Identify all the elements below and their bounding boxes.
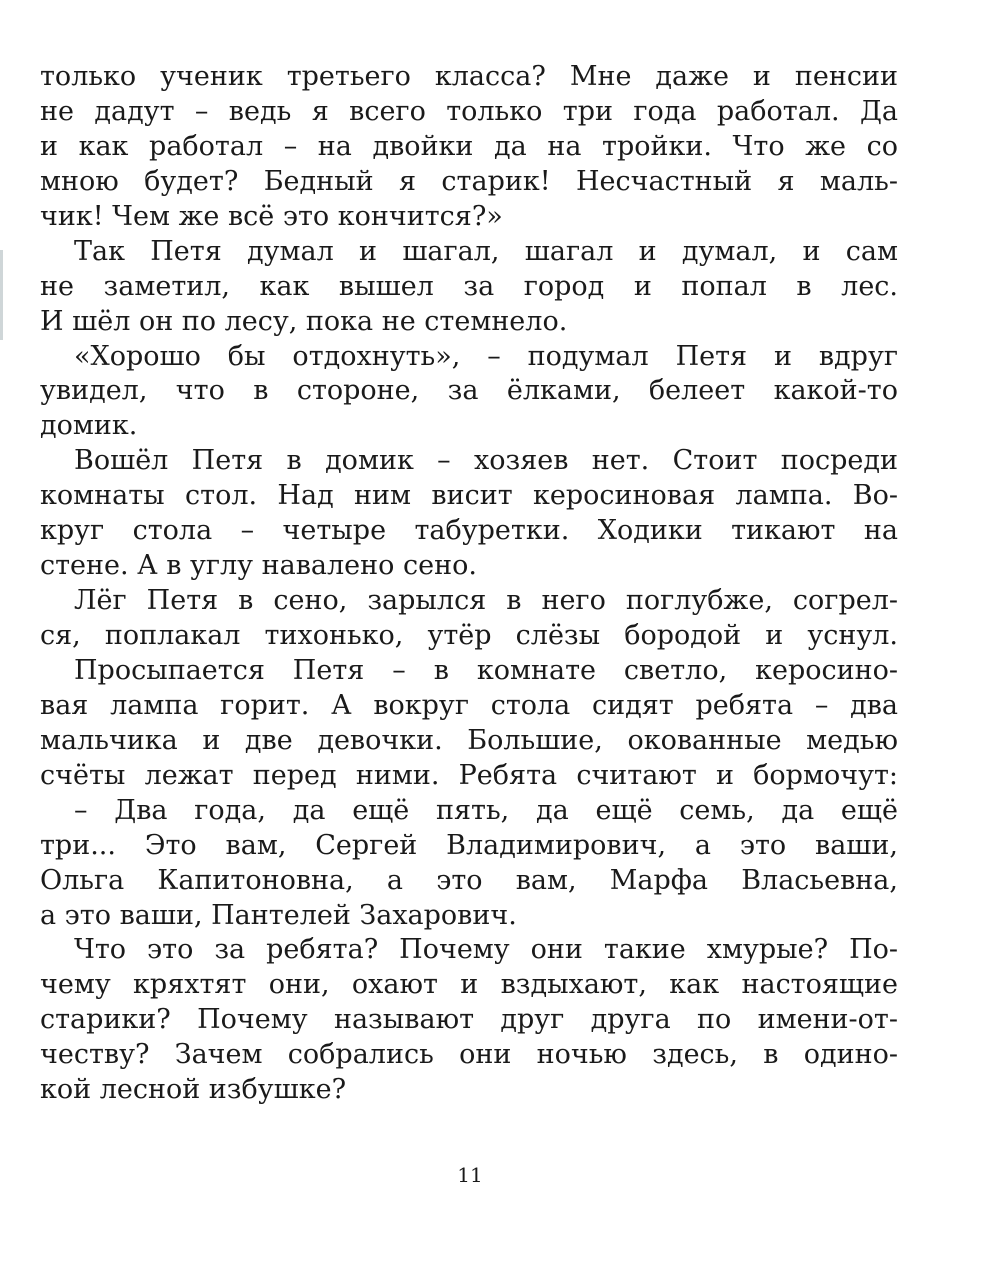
text-line: старики? Почему называют друг друга по имени-от- xyxy=(40,1004,898,1036)
main-text xyxy=(40,60,898,1108)
text-line: а это ваши, Пантелей Захарович. xyxy=(40,899,517,931)
text-line: стене. А в углу навалено сено. xyxy=(40,550,477,582)
text-line: вая лампа горит. А вокруг стола сидят ребята – два xyxy=(40,689,898,721)
text-line: не заметил, как вышел за город и попал в лес. xyxy=(40,270,898,302)
page-edge-shadow xyxy=(0,250,3,340)
text-line: И шёл он по лесу, пока не стемнело. xyxy=(40,305,568,337)
text-line: три... Это вам, Сергей Владимирович, а это ваши, xyxy=(40,829,898,861)
text-line: только ученик третьего класса? Мне даже и пенсии xyxy=(40,61,898,92)
text-line: счёты лежат перед ними. Ребята считают и бормочут: xyxy=(40,759,898,791)
text-line: мальчика и две девочки. Большие, окованные медью xyxy=(40,724,898,756)
text-line: домик. xyxy=(40,410,138,442)
paragraph-first-line: Так Петя думал и шагал, шагал и думал, и сам xyxy=(74,235,898,267)
text-line: кой лесной избушке? xyxy=(40,1074,347,1106)
paragraph-first-line: Что это за ребята? Почему они такие хмурые? По- xyxy=(74,934,898,966)
text-line: ся, поплакал тихонько, утёр слёзы бородой и уснул. xyxy=(40,620,898,651)
paragraph-first-line: Просыпается Петя – в комнате светло, керосино- xyxy=(74,654,898,686)
text-line: комнаты стол. Над ним висит керосиновая лампа. Во- xyxy=(40,480,898,512)
page-number: 11 xyxy=(457,1163,483,1187)
text-line: не дадут – ведь я всего только три года работал. Да xyxy=(40,95,898,127)
text-line: чик! Чем же всё это кончится?» xyxy=(40,200,503,232)
dialogue-first-line: – Два года, да ещё пять, да ещё семь, да ещё xyxy=(74,794,898,826)
text-line: честву? Зачем собрались они ночью здесь, в одино- xyxy=(40,1039,898,1071)
text-line: круг стола – четыре табуретки. Ходики тикают на xyxy=(40,515,898,547)
text-line: и как работал – на двойки да на тройки. Что же со xyxy=(40,130,898,162)
text-line: Ольга Капитоновна, а это вам, Марфа Власьевна, xyxy=(40,864,898,896)
text-line: мною будет? Бедный я старик! Несчастный я маль- xyxy=(40,165,898,197)
paragraph-first-line: Вошёл Петя в домик – хозяев нет. Стоит посреди xyxy=(74,445,898,477)
text-line: увидел, что в стороне, за ёлками, белеет какой-то xyxy=(40,375,898,407)
paragraph-first-line: Лёг Петя в сено, зарылся в него поглубже, согрел- xyxy=(74,585,898,617)
text-line: чему кряхтят они, охают и вздыхают, как настоящие xyxy=(40,969,898,1001)
paragraph-first-line: «Хорошо бы отдохнуть», – подумал Петя и вдруг xyxy=(74,340,898,372)
